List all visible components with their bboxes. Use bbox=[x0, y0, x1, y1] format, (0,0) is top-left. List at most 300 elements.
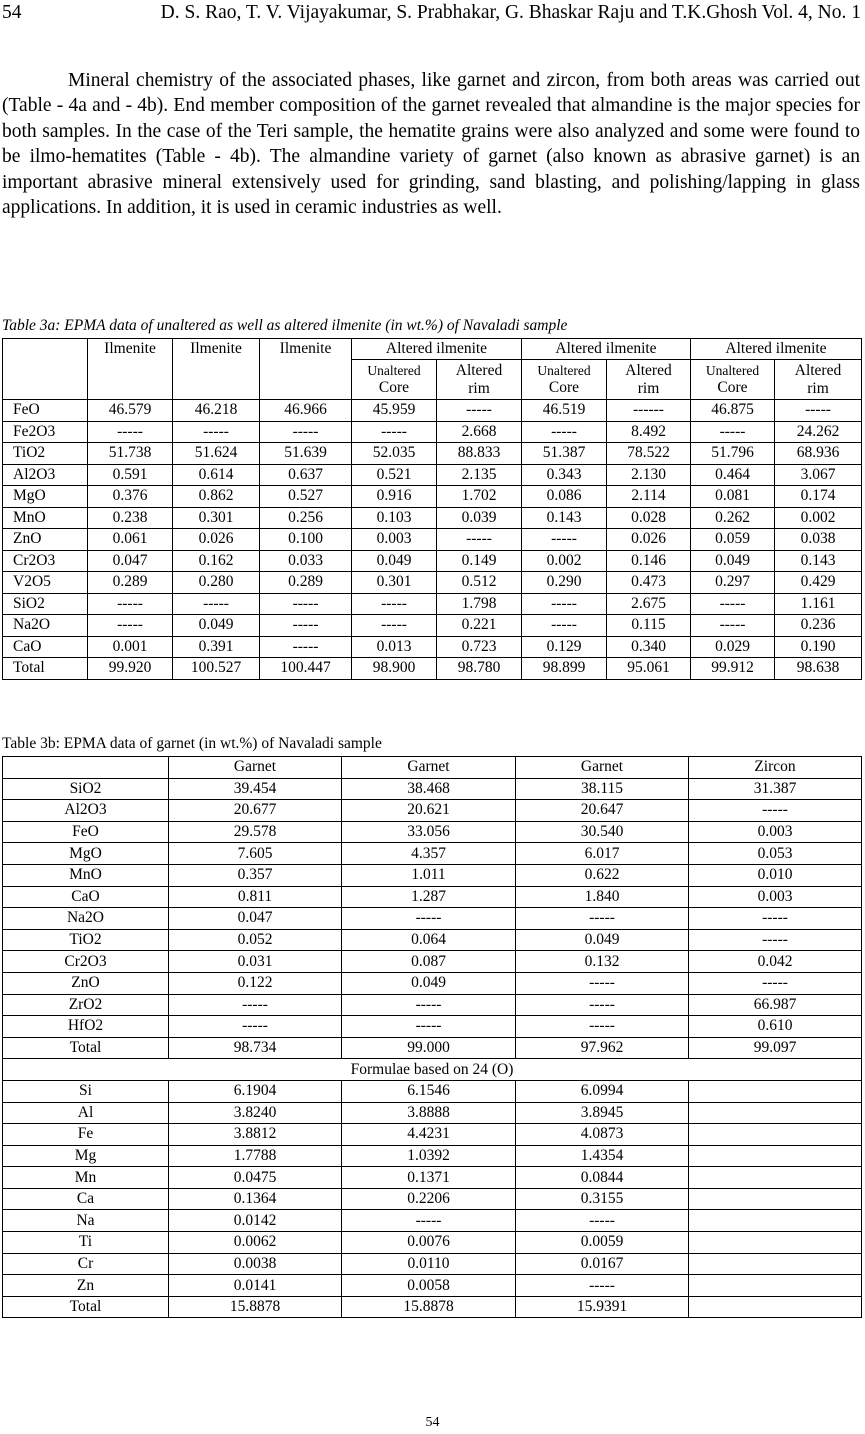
table-cell: 0.0844 bbox=[516, 1167, 689, 1189]
table-cell: ----- bbox=[352, 421, 437, 443]
table-cell: 0.0062 bbox=[169, 1232, 342, 1254]
table-cell: 2.668 bbox=[437, 421, 522, 443]
table-cell: 0.013 bbox=[352, 636, 437, 658]
table-header-row bbox=[3, 339, 862, 360]
table-cell: 98.900 bbox=[352, 658, 437, 680]
table-cell: 0.010 bbox=[689, 864, 862, 886]
table-cell: 2.135 bbox=[437, 464, 522, 486]
subheader-bottom-label: Core bbox=[378, 378, 410, 396]
table-cell: ----- bbox=[516, 972, 689, 994]
table-cell: 33.056 bbox=[342, 821, 516, 843]
row-label: Ca bbox=[3, 1188, 169, 1210]
table-cell: 52.035 bbox=[352, 443, 437, 465]
table-row bbox=[3, 421, 862, 443]
table-cell: 46.519 bbox=[522, 400, 607, 422]
header-page-number: 54 bbox=[2, 2, 22, 23]
table-cell: 0.512 bbox=[437, 572, 522, 594]
table-cell: 0.0059 bbox=[516, 1232, 689, 1254]
table-cell: 100.447 bbox=[260, 658, 352, 680]
row-label: HfO2 bbox=[3, 1016, 169, 1038]
table-row bbox=[3, 507, 862, 529]
table-cell: ----- bbox=[516, 1016, 689, 1038]
row-label: Cr2O3 bbox=[3, 951, 169, 973]
table-cell: 46.579 bbox=[88, 400, 173, 422]
table-cell: 0.059 bbox=[691, 529, 775, 551]
row-label: FeO bbox=[3, 400, 88, 422]
table-cell: 0.042 bbox=[689, 951, 862, 973]
column-header: Ilmenite bbox=[173, 339, 260, 400]
corner-cell bbox=[3, 339, 88, 400]
table-cell: 0.297 bbox=[691, 572, 775, 594]
table-cell: 0.256 bbox=[260, 507, 352, 529]
row-label: Ti bbox=[3, 1232, 169, 1254]
row-label: Na2O bbox=[3, 908, 169, 930]
formula-row bbox=[3, 1253, 862, 1275]
table-cell: 99.920 bbox=[88, 658, 173, 680]
table-cell: ----- bbox=[352, 593, 437, 615]
table-cell: ----- bbox=[88, 421, 173, 443]
table-cell: 20.647 bbox=[516, 800, 689, 822]
table-cell: 0.280 bbox=[173, 572, 260, 594]
formula-row bbox=[3, 1124, 862, 1146]
table-cell bbox=[689, 1275, 862, 1297]
table-header-row bbox=[3, 757, 862, 779]
table-cell: 51.796 bbox=[691, 443, 775, 465]
table-cell: 51.738 bbox=[88, 443, 173, 465]
table-row bbox=[3, 778, 862, 800]
table-cell: 0.002 bbox=[775, 507, 862, 529]
column-header: Zircon bbox=[689, 757, 862, 779]
table-cell: 31.387 bbox=[689, 778, 862, 800]
table-cell: ----- bbox=[522, 529, 607, 551]
table-cell bbox=[689, 1253, 862, 1275]
subheader-top-label: Altered bbox=[455, 361, 503, 379]
table-cell: 0.610 bbox=[689, 1016, 862, 1038]
row-label: FeO bbox=[3, 821, 169, 843]
table-cell: 0.221 bbox=[437, 615, 522, 637]
table-cell: ----- bbox=[169, 994, 342, 1016]
table-row bbox=[3, 994, 862, 1016]
table-cell: 0.376 bbox=[88, 486, 173, 508]
table-row bbox=[3, 929, 862, 951]
table-cell: 0.115 bbox=[607, 615, 691, 637]
table-cell: ----- bbox=[689, 972, 862, 994]
table-cell: 0.029 bbox=[691, 636, 775, 658]
table-cell: 0.527 bbox=[260, 486, 352, 508]
table-cell: 0.003 bbox=[352, 529, 437, 551]
row-label: Mg bbox=[3, 1145, 169, 1167]
table-row bbox=[3, 443, 862, 465]
table-cell: 0.087 bbox=[342, 951, 516, 973]
formula-row bbox=[3, 1102, 862, 1124]
subcolumn-header bbox=[437, 360, 522, 400]
subheader-bottom-label: rim bbox=[468, 379, 490, 397]
table-cell: 1.011 bbox=[342, 864, 516, 886]
table-cell: 3.8945 bbox=[516, 1102, 689, 1124]
table-cell: 15.8878 bbox=[169, 1296, 342, 1318]
table-row bbox=[3, 486, 862, 508]
table-row bbox=[3, 529, 862, 551]
row-label: SiO2 bbox=[3, 778, 169, 800]
table-cell: 2.114 bbox=[607, 486, 691, 508]
table-3a bbox=[2, 338, 862, 680]
table-cell: 0.262 bbox=[691, 507, 775, 529]
table-cell: 0.723 bbox=[437, 636, 522, 658]
table-cell: 0.622 bbox=[516, 864, 689, 886]
body-paragraph: Mineral chemistry of the associated phases, like garnet and zircon, from both areas was carried out (Table - 4a and - 4b). End member composition of the garnet revealed that almandine is the major species for both samples. In the case of the Teri sample, the hematite grains were also analyzed and some were found to be ilmo-hematites (Table - 4b). The almandine variety of garnet (also known as abrasive garnet) is an important abrasive mineral extensively used for grinding, sand blasting, and polishing/lapping in glass applications. In addition, it is used in ceramic industries as well. bbox=[2, 70, 860, 219]
row-label: Na2O bbox=[3, 615, 88, 637]
table-cell: 0.132 bbox=[516, 951, 689, 973]
table-cell: 0.862 bbox=[173, 486, 260, 508]
table-cell: 0.064 bbox=[342, 929, 516, 951]
table-cell: 0.038 bbox=[775, 529, 862, 551]
table-cell: 24.262 bbox=[775, 421, 862, 443]
table-cell: 99.000 bbox=[342, 1037, 516, 1059]
table-row bbox=[3, 636, 862, 658]
footer-page-number: 54 bbox=[425, 1415, 440, 1430]
column-header: Altered ilmenite bbox=[691, 339, 862, 360]
row-label: Na bbox=[3, 1210, 169, 1232]
row-label: ZrO2 bbox=[3, 994, 169, 1016]
table-row bbox=[3, 593, 862, 615]
row-label: SiO2 bbox=[3, 593, 88, 615]
table-cell: 0.026 bbox=[173, 529, 260, 551]
table-cell: 0.149 bbox=[437, 550, 522, 572]
table-cell bbox=[689, 1124, 862, 1146]
table-cell: 0.0076 bbox=[342, 1232, 516, 1254]
table-cell: 0.003 bbox=[689, 886, 862, 908]
table-cell: ----- bbox=[691, 615, 775, 637]
table-cell: 0.3155 bbox=[516, 1188, 689, 1210]
table-cell: ----- bbox=[169, 1016, 342, 1038]
table-cell: 1.287 bbox=[342, 886, 516, 908]
table-cell bbox=[689, 1296, 862, 1318]
table-cell: 0.143 bbox=[775, 550, 862, 572]
table-cell: ----- bbox=[437, 400, 522, 422]
table-cell: 0.174 bbox=[775, 486, 862, 508]
table-3b-caption: Table 3b: EPMA data of garnet (in wt.%) of Navaladi sample bbox=[2, 735, 382, 752]
table-cell: 6.1904 bbox=[169, 1080, 342, 1102]
subcolumn-header bbox=[607, 360, 691, 400]
table-cell: 2.675 bbox=[607, 593, 691, 615]
table-row bbox=[3, 908, 862, 930]
table-cell: 20.677 bbox=[169, 800, 342, 822]
table-cell: 0.162 bbox=[173, 550, 260, 572]
table-cell: ----- bbox=[342, 1016, 516, 1038]
table-cell: ----- bbox=[260, 615, 352, 637]
table-cell: 3.8240 bbox=[169, 1102, 342, 1124]
table-cell: 0.343 bbox=[522, 464, 607, 486]
table-cell: 98.899 bbox=[522, 658, 607, 680]
table-cell: 1.798 bbox=[437, 593, 522, 615]
table-cell: 7.605 bbox=[169, 843, 342, 865]
row-label: Total bbox=[3, 658, 88, 680]
table-cell: 0.190 bbox=[775, 636, 862, 658]
table-row bbox=[3, 864, 862, 886]
table-cell: 8.492 bbox=[607, 421, 691, 443]
table-cell: 0.086 bbox=[522, 486, 607, 508]
table-cell: 0.100 bbox=[260, 529, 352, 551]
table-cell: ----- bbox=[173, 421, 260, 443]
subcolumn-header bbox=[775, 360, 862, 400]
table-cell: ----- bbox=[691, 421, 775, 443]
column-header: Ilmenite bbox=[260, 339, 352, 400]
table-cell: ----- bbox=[516, 1210, 689, 1232]
table-cell: ----- bbox=[173, 593, 260, 615]
formula-row bbox=[3, 1210, 862, 1232]
table-cell: 6.0994 bbox=[516, 1080, 689, 1102]
table-cell: 99.912 bbox=[691, 658, 775, 680]
table-cell: ----- bbox=[260, 421, 352, 443]
row-label: MgO bbox=[3, 486, 88, 508]
row-label: Fe bbox=[3, 1124, 169, 1146]
table-cell: 0.916 bbox=[352, 486, 437, 508]
table-cell: 51.639 bbox=[260, 443, 352, 465]
table-cell: 1.702 bbox=[437, 486, 522, 508]
table-cell: 0.0110 bbox=[342, 1253, 516, 1275]
table-cell: 0.0475 bbox=[169, 1167, 342, 1189]
table-3b bbox=[2, 756, 862, 1318]
table-cell: 30.540 bbox=[516, 821, 689, 843]
table-cell: 15.9391 bbox=[516, 1296, 689, 1318]
table-cell: 97.962 bbox=[516, 1037, 689, 1059]
formula-row bbox=[3, 1296, 862, 1318]
table-cell: 45.959 bbox=[352, 400, 437, 422]
table-cell: 1.161 bbox=[775, 593, 862, 615]
table-cell: ----- bbox=[522, 421, 607, 443]
table-cell: 20.621 bbox=[342, 800, 516, 822]
table-cell: 0.301 bbox=[173, 507, 260, 529]
table-cell: ----- bbox=[691, 593, 775, 615]
table-cell: 0.143 bbox=[522, 507, 607, 529]
table-cell: ----- bbox=[342, 994, 516, 1016]
table-cell: 1.0392 bbox=[342, 1145, 516, 1167]
table-cell: 99.097 bbox=[689, 1037, 862, 1059]
table-cell: 0.049 bbox=[691, 550, 775, 572]
table-cell: ----- bbox=[352, 615, 437, 637]
table-cell: 0.001 bbox=[88, 636, 173, 658]
table-cell: 38.115 bbox=[516, 778, 689, 800]
table-cell bbox=[689, 1102, 862, 1124]
table-cell: 0.103 bbox=[352, 507, 437, 529]
table-cell: 0.047 bbox=[88, 550, 173, 572]
table-cell: 4.0873 bbox=[516, 1124, 689, 1146]
table-cell: 0.521 bbox=[352, 464, 437, 486]
table-cell: 0.061 bbox=[88, 529, 173, 551]
row-label: Al bbox=[3, 1102, 169, 1124]
table-row bbox=[3, 821, 862, 843]
column-header: Altered ilmenite bbox=[352, 339, 522, 360]
table-cell: 0.391 bbox=[173, 636, 260, 658]
formula-row bbox=[3, 1232, 862, 1254]
subheader-bottom-label: rim bbox=[807, 379, 829, 397]
table-cell: 0.289 bbox=[88, 572, 173, 594]
table-cell: 88.833 bbox=[437, 443, 522, 465]
row-label: CaO bbox=[3, 636, 88, 658]
table-cell: 0.357 bbox=[169, 864, 342, 886]
corner-cell bbox=[3, 757, 169, 779]
table-cell: 0.290 bbox=[522, 572, 607, 594]
table-cell: 0.1371 bbox=[342, 1167, 516, 1189]
subcolumn-header bbox=[522, 360, 607, 400]
table-row bbox=[3, 800, 862, 822]
table-cell: 0.591 bbox=[88, 464, 173, 486]
subheader-top-label: Altered bbox=[794, 361, 842, 379]
row-label: Al2O3 bbox=[3, 800, 169, 822]
table-cell: ----- bbox=[437, 529, 522, 551]
table-cell: 4.4231 bbox=[342, 1124, 516, 1146]
row-label: Total bbox=[3, 1037, 169, 1059]
table-cell: 100.527 bbox=[173, 658, 260, 680]
table-cell: 0.081 bbox=[691, 486, 775, 508]
row-label: V2O5 bbox=[3, 572, 88, 594]
table-row bbox=[3, 951, 862, 973]
table-cell bbox=[689, 1210, 862, 1232]
table-cell: 0.049 bbox=[173, 615, 260, 637]
table-cell: 0.0142 bbox=[169, 1210, 342, 1232]
table-cell: 0.637 bbox=[260, 464, 352, 486]
table-cell: 0.2206 bbox=[342, 1188, 516, 1210]
table-cell: 51.624 bbox=[173, 443, 260, 465]
table-cell: 15.8878 bbox=[342, 1296, 516, 1318]
formula-row bbox=[3, 1275, 862, 1297]
table-cell: 29.578 bbox=[169, 821, 342, 843]
header-running-title: D. S. Rao, T. V. Vijayakumar, S. Prabhakar, G. Bhaskar Raju and T.K.Ghosh Vol. 4, No. 1 bbox=[160, 2, 861, 23]
subheader-bottom-label: Core bbox=[717, 378, 748, 396]
column-header: Garnet bbox=[342, 757, 516, 779]
table-cell: 0.473 bbox=[607, 572, 691, 594]
table-cell: 46.218 bbox=[173, 400, 260, 422]
subheader-top-label: Altered bbox=[625, 361, 672, 379]
table-row bbox=[3, 464, 862, 486]
table-cell: 0.464 bbox=[691, 464, 775, 486]
table-cell: ------ bbox=[607, 400, 691, 422]
table-cell: 51.387 bbox=[522, 443, 607, 465]
table-cell: 4.357 bbox=[342, 843, 516, 865]
subheader-top-label: Unaltered bbox=[537, 362, 591, 378]
row-label: MnO bbox=[3, 864, 169, 886]
table-cell: 3.8812 bbox=[169, 1124, 342, 1146]
table-cell: 0.049 bbox=[516, 929, 689, 951]
table-row bbox=[3, 886, 862, 908]
table-cell: ----- bbox=[689, 929, 862, 951]
column-header: Altered ilmenite bbox=[522, 339, 691, 360]
table-row bbox=[3, 972, 862, 994]
column-header: Ilmenite bbox=[88, 339, 173, 400]
row-label: TiO2 bbox=[3, 443, 88, 465]
column-header: Garnet bbox=[169, 757, 342, 779]
row-label: Total bbox=[3, 1296, 169, 1318]
table-cell: 38.468 bbox=[342, 778, 516, 800]
table-cell: 0.026 bbox=[607, 529, 691, 551]
table-cell: ----- bbox=[689, 908, 862, 930]
table-cell: ----- bbox=[516, 994, 689, 1016]
table-cell: 0.0141 bbox=[169, 1275, 342, 1297]
subheader-top-label: Unaltered bbox=[367, 362, 421, 378]
row-label: Al2O3 bbox=[3, 464, 88, 486]
table-cell: 3.067 bbox=[775, 464, 862, 486]
table-cell: 0.028 bbox=[607, 507, 691, 529]
table-cell: 98.734 bbox=[169, 1037, 342, 1059]
table-cell bbox=[689, 1188, 862, 1210]
subheader-top-label: Unaltered bbox=[705, 362, 760, 378]
table-row bbox=[3, 1037, 862, 1059]
subcolumn-header bbox=[352, 360, 437, 400]
row-label: MgO bbox=[3, 843, 169, 865]
row-label: MnO bbox=[3, 507, 88, 529]
table-cell: 1.7788 bbox=[169, 1145, 342, 1167]
table-cell: 0.049 bbox=[352, 550, 437, 572]
row-label: Fe2O3 bbox=[3, 421, 88, 443]
table-cell bbox=[689, 1232, 862, 1254]
table-cell: 0.053 bbox=[689, 843, 862, 865]
table-cell: 0.052 bbox=[169, 929, 342, 951]
table-cell: ----- bbox=[689, 800, 862, 822]
row-label: CaO bbox=[3, 886, 169, 908]
table-cell: 0.033 bbox=[260, 550, 352, 572]
table-cell: ----- bbox=[522, 593, 607, 615]
table-row bbox=[3, 843, 862, 865]
table-cell: 39.454 bbox=[169, 778, 342, 800]
table-cell bbox=[689, 1080, 862, 1102]
row-label: ZnO bbox=[3, 972, 169, 994]
table-row bbox=[3, 572, 862, 594]
table-cell: 66.987 bbox=[689, 994, 862, 1016]
table-row bbox=[3, 550, 862, 572]
table-cell: ----- bbox=[260, 636, 352, 658]
formula-row bbox=[3, 1145, 862, 1167]
table-cell: 68.936 bbox=[775, 443, 862, 465]
formula-section-row bbox=[3, 1059, 862, 1081]
table-cell: 0.301 bbox=[352, 572, 437, 594]
table-cell: 0.146 bbox=[607, 550, 691, 572]
table-cell: ----- bbox=[516, 1275, 689, 1297]
subheader-bottom-label: Core bbox=[548, 378, 580, 396]
table-cell: 0.039 bbox=[437, 507, 522, 529]
formula-row bbox=[3, 1188, 862, 1210]
table-row bbox=[3, 615, 862, 637]
table-cell: 0.238 bbox=[88, 507, 173, 529]
column-header: Garnet bbox=[516, 757, 689, 779]
row-label: Cr bbox=[3, 1253, 169, 1275]
table-cell: ----- bbox=[342, 908, 516, 930]
table-cell: ----- bbox=[88, 593, 173, 615]
row-label: Zn bbox=[3, 1275, 169, 1297]
table-row bbox=[3, 658, 862, 680]
table-cell: 3.8888 bbox=[342, 1102, 516, 1124]
table-cell: 0.289 bbox=[260, 572, 352, 594]
table-cell: 0.429 bbox=[775, 572, 862, 594]
table-cell: 0.129 bbox=[522, 636, 607, 658]
table-cell: 0.031 bbox=[169, 951, 342, 973]
table-cell: 0.236 bbox=[775, 615, 862, 637]
table-cell: 6.1546 bbox=[342, 1080, 516, 1102]
subheader-bottom-label: rim bbox=[637, 379, 660, 397]
table-cell: 0.0058 bbox=[342, 1275, 516, 1297]
row-label: Mn bbox=[3, 1167, 169, 1189]
table-cell: 0.002 bbox=[522, 550, 607, 572]
table-cell: 0.049 bbox=[342, 972, 516, 994]
formula-row bbox=[3, 1167, 862, 1189]
table-cell: 0.340 bbox=[607, 636, 691, 658]
row-label: TiO2 bbox=[3, 929, 169, 951]
table-cell: ----- bbox=[516, 908, 689, 930]
formula-row bbox=[3, 1080, 862, 1102]
table-cell: 1.840 bbox=[516, 886, 689, 908]
table-cell: 0.003 bbox=[689, 821, 862, 843]
table-cell: 78.522 bbox=[607, 443, 691, 465]
table-cell: 0.122 bbox=[169, 972, 342, 994]
